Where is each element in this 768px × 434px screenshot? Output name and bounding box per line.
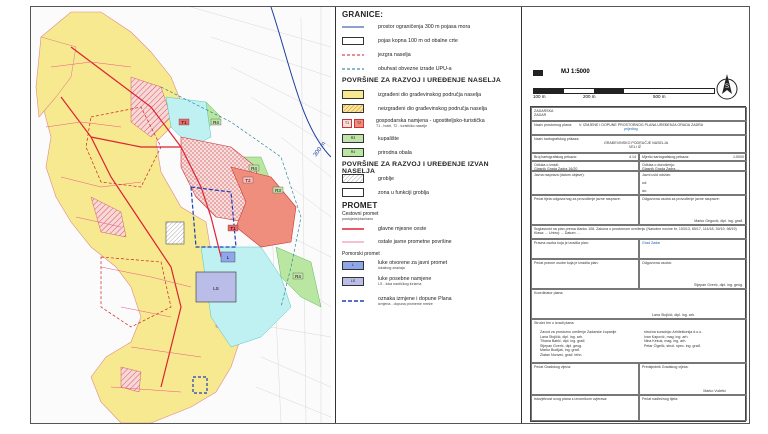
map-code-t1-a: T1	[181, 120, 187, 125]
tb-scale-value: 1:5000	[733, 155, 744, 159]
tb-row2-right: Javni uvid održan:	[642, 173, 671, 177]
tb-row17-left: Istovjetnost ovog plana s izvornikom ovjerava:	[534, 397, 608, 401]
legend-granice-title: GRANICE:	[342, 10, 384, 19]
legend-panel	[335, 7, 522, 423]
tb-row6-right: Marko Gegović, dipl. ing. građ.	[694, 219, 743, 223]
legend-razvoj-3: kupalište	[378, 135, 399, 142]
legend-code-r4: R4	[342, 148, 364, 157]
label-300m: 300 m	[312, 141, 328, 159]
tb-row17-right: Pečat nadležnog tijela:	[642, 397, 679, 401]
tb-row9-left: Pravna osoba koja je izradila plan:	[534, 241, 589, 245]
legend-pomorski-0: luke otvorene za javni promet	[378, 260, 448, 266]
tb-row10-right: Odgovorna osoba:	[642, 261, 672, 265]
scale-tick-0: 100 m	[533, 94, 546, 99]
legend-pomorski-1: luke posebne namjene	[378, 276, 432, 282]
scale-tick-2: 500 m	[653, 94, 666, 99]
swatch-other-road	[342, 238, 364, 246]
north-letter: S	[724, 84, 730, 90]
tb-map-name: GRAĐEVINSKO PODRUČJE NASELJA	[604, 141, 669, 145]
legend-granice-3: obuhvat obvezne izrade UPU-a	[378, 66, 452, 72]
tb-row15-right: Predsjednik Gradskog vijeća:	[642, 365, 689, 369]
swatch-unbuilt	[342, 104, 364, 113]
map-panel	[31, 7, 331, 423]
swatch-300m	[342, 23, 364, 31]
legend-izmjene: oznaka izmjene i dopune Plana	[378, 296, 452, 302]
tb-row8-left: Klasa: ... Urbroj: ... Datum: ...	[534, 231, 581, 235]
swatch-cemetery	[342, 174, 364, 183]
map-code-r4-a: R4	[213, 120, 219, 125]
legend-code-ls: LS	[342, 277, 364, 286]
cemetery	[166, 222, 184, 244]
title-block	[530, 106, 746, 422]
tb-plan-stage: prijedlog	[624, 127, 638, 131]
north-arrow	[712, 72, 742, 107]
map-code-r3: R3	[275, 188, 281, 193]
scale-tick-1: 200 m	[583, 94, 596, 99]
legend-cestovni-sub: postojeće/planirano	[342, 217, 374, 221]
legend-izvan-1: zona u funkciji groblja	[378, 189, 429, 196]
scale-title: MJ 1:5000	[561, 69, 590, 75]
tb-row5-left: Pečat tijela odgovornog za provođenje javne rasprave:	[534, 197, 621, 201]
legend-razvoj-2-sub: T1 - hotel, T2 - turističko naselje	[376, 124, 428, 128]
legend-promet-title: PROMET	[342, 201, 378, 210]
tb-map-name-label: Naziv kartografskog prikaza:	[534, 137, 580, 141]
legend-code-l: L	[342, 261, 364, 270]
tb-row4-right: do:	[642, 189, 647, 193]
legend-pomorski-1-sub: LS - luka nautičkog turizma	[378, 282, 422, 286]
map-code-r4-b: R4	[295, 274, 301, 279]
tb-plan-name: V. IZMJENE I DOPUNE PROSTORNOG PLANA UREĐENJA GRADA ZADRA	[578, 123, 704, 127]
tb-row1-right: Glasnik Grada Zadra ...	[642, 167, 680, 171]
legend-izmjene-sub: izmjena - dopuna prometne mreže	[378, 302, 433, 306]
tb-row3-right: od:	[642, 181, 647, 185]
tb-row9-right: Grad Zadar	[642, 241, 661, 245]
swatch-built	[342, 90, 364, 99]
tb-team-left: Zavod za prostorno uređenje Zadarske županije Lana Stojičić, dipl. ing. arh. Tihana Babić, dipl. ing. građ. Stjepan Gverić, dipl. geog. Marko Budijaš, ing. građ. Zlatan Nonveć, građ. tehn.	[540, 330, 617, 357]
tb-row1-left: Glasnik Grada Zadra 16/20	[534, 167, 578, 171]
legend-granice-1: pojas kopna 100 m od obalne crte	[378, 38, 458, 44]
legend-code-t2: T2	[354, 119, 364, 128]
tb-row5-right: Odgovorna osoba za provođenje javne rasprave:	[642, 197, 720, 201]
legend-pomorski-0-sub: lokalnog značaja	[378, 266, 405, 270]
legend-izvan-0: groblje	[378, 175, 394, 182]
legend-cestovni-0: glavne mjesne ceste	[378, 226, 427, 232]
tb-plan-name-label: Naziv prostornog plana:	[534, 123, 572, 127]
legend-razvoj-title: POVRŠINE ZA RAZVOJ I UREĐENJE NASELJA	[342, 77, 501, 84]
tb-row14-left: Stručni tim u izradi plana:	[534, 321, 575, 325]
legend-code-t1: T1	[342, 119, 352, 128]
map-canvas	[31, 7, 331, 423]
tb-row10-left: Pečat pravne osobe koja je izradila plan:	[534, 261, 599, 265]
legend-cestovni-title: Cestovni promet	[342, 211, 379, 217]
legend-izvan-title: POVRŠINE ZA RAZVOJ I UREĐENJE IZVAN NASELJA	[342, 161, 489, 175]
map-code-t1-b: T1	[230, 226, 236, 231]
tb-row0-left: Odluka o izradi:	[534, 163, 559, 167]
tb-row11-right: Stjepan Gverić, dipl. ing. geog.	[694, 283, 743, 287]
tb-row7-left: Suglasnost na plan prema članku 108. Zakona o prostornom uređenju (Narodne novine br. 153/13, 65/17, 114/18, 39/19, 98/19)	[534, 227, 737, 231]
tb-team-right: stručna suradnja: Arhitektonija d.o.o. Ivan Kapović, mag. ing. arh. Nina Kekuk, mag. ing. arh. Petar Ćigelić, struč. spec. ing. građ.	[644, 330, 703, 348]
legend-razvoj-0: izgrađeni dio građevinskog područja naselja	[378, 91, 482, 98]
tb-row15-left: Pečat Gradskog vijeća:	[534, 365, 571, 369]
swatch-core	[342, 51, 364, 59]
map-code-r4-c: R4	[251, 166, 257, 171]
tb-map-sub: VELI IŽ	[629, 145, 641, 149]
tb-zupanija: ZADARSKA	[534, 109, 554, 113]
tb-map-no-label: Broj kartografskog prikaza:	[534, 155, 577, 159]
tb-row2-left: Javna rasprava (datum objave):	[534, 173, 585, 177]
tb-row13-right: Lana Stojičić, dipl. ing. arh.	[652, 313, 695, 317]
tb-scale-label: Mjerilo kartografskog prikaza:	[642, 155, 689, 159]
map-code-l: L	[226, 255, 230, 260]
map-code-t2: T2	[245, 178, 251, 183]
legend-cestovni-1: ostale javne prometne površine	[378, 239, 452, 245]
tb-row16-right: Marko Vučetić	[703, 389, 726, 393]
tb-row12-left: Koordinator plana:	[534, 291, 564, 295]
legend-razvoj-2: gospodarska namjena - ugostiteljsko-turistička	[376, 118, 485, 124]
legend-razvoj-1: neizgrađeni dio građevinskog područja naselja	[378, 105, 487, 112]
swatch-cemetery-zone	[342, 188, 364, 197]
swatch-100m	[342, 37, 364, 45]
legend-granice-0: prostor ograničenja 300 m pojasa mora	[378, 24, 471, 30]
swatch-upu	[342, 65, 364, 73]
swatch-amendment	[342, 297, 364, 305]
swatch-main-road	[342, 225, 364, 233]
legend-code-r3: R3	[342, 134, 364, 143]
tb-row0-right: Odluka o donošenju:	[642, 163, 675, 167]
legend-pomorski-title: Pomorski promet	[342, 251, 380, 257]
legend-razvoj-4: prirodna obala	[378, 149, 412, 156]
tb-map-no: 4.14	[629, 155, 636, 159]
legend-granice-2: jezgra naselja	[378, 52, 411, 58]
map-code-ls: LS	[213, 286, 219, 291]
tb-grad: ZADAR	[534, 113, 547, 117]
